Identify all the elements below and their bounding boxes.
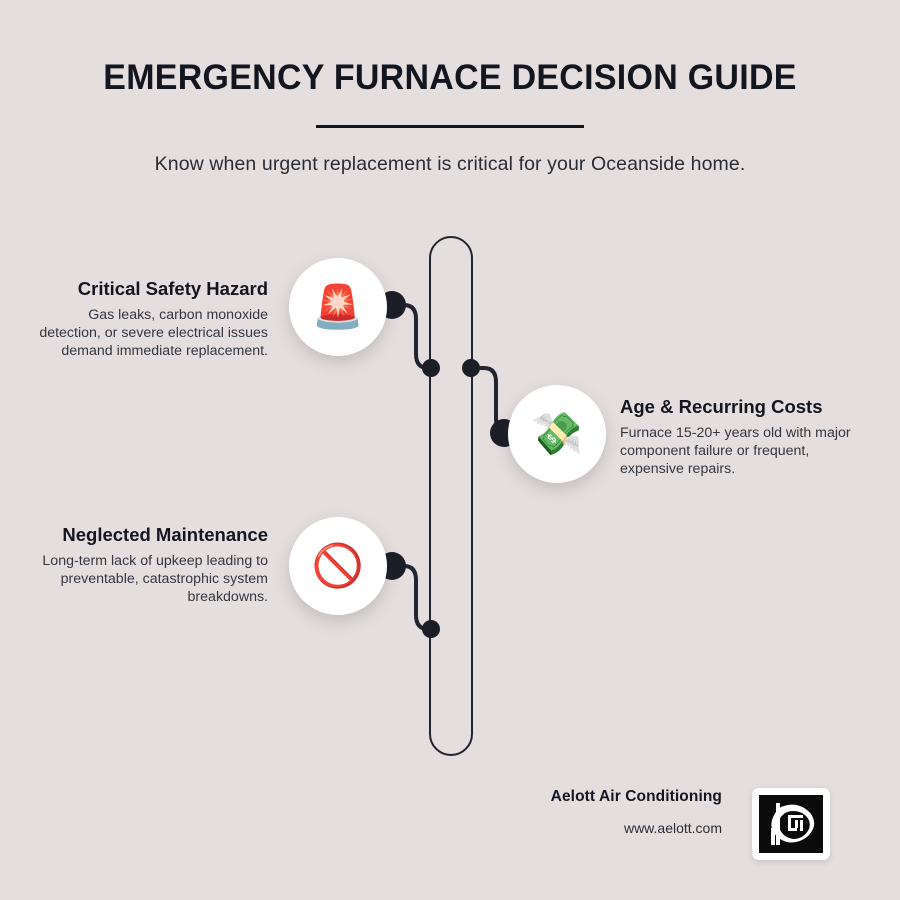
point-title: Age & Recurring Costs	[620, 396, 823, 417]
point-title: Critical Safety Hazard	[77, 278, 268, 299]
title-divider	[316, 125, 584, 128]
rotating-light-icon	[289, 258, 387, 356]
point-body: Long-term lack of upkeep leading to preventable, catastrophic system breakdowns.	[42, 552, 268, 606]
prohibited-icon	[289, 517, 387, 615]
footer-branding	[500, 788, 830, 858]
brand-url[interactable]: www.aelott.com	[623, 820, 722, 836]
rotating-light-glyph: 🚨	[311, 283, 365, 330]
point-neglected-maintenance	[28, 524, 268, 606]
prohibited-glyph: 🚫	[311, 542, 365, 589]
header	[0, 58, 900, 176]
point-body: Gas leaks, carbon monoxide detection, or severe electrical issues demand immediate replacement.	[39, 306, 268, 360]
aelott-logo-icon	[759, 795, 823, 853]
brand-name: Aelott Air Conditioning	[550, 788, 722, 805]
brand-logo-tile	[752, 788, 830, 860]
money-with-wings-glyph: 💸	[530, 410, 584, 457]
point-body: Furnace 15-20+ years old with major component failure or frequent, expensive repairs.	[620, 424, 851, 478]
point-age-recurring-costs	[620, 396, 852, 478]
money-with-wings-icon	[508, 385, 606, 483]
central-flow-track	[429, 236, 473, 756]
brand-text-group	[512, 788, 722, 836]
page-subtitle: Know when urgent replacement is critical for your Oceanside home.	[154, 153, 746, 176]
point-critical-safety-hazard	[28, 278, 268, 360]
page-title: EMERGENCY FURNACE DECISION GUIDE	[103, 58, 797, 97]
point-title: Neglected Maintenance	[62, 524, 268, 545]
